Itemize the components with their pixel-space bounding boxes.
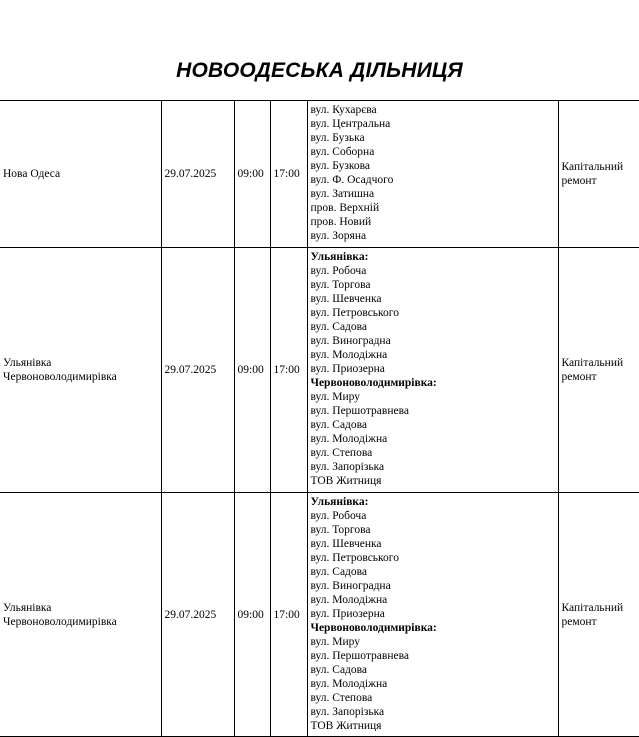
- locality-name: Червоноволодимирівка: [3, 371, 117, 383]
- table-row: [0, 493, 639, 737]
- work-type-text: Капітальний: [561, 357, 624, 369]
- street-name: вул. Зоряна: [310, 230, 367, 242]
- table-row: [0, 248, 639, 493]
- street-name: вул. Виноградна: [310, 335, 391, 347]
- street-name: вул. Ф. Осадчого: [310, 174, 394, 186]
- street-name: вул. Молодіжна: [310, 678, 388, 690]
- end-time-cell: 17:00: [270, 101, 307, 248]
- settlement-heading: Ульянівка:: [310, 496, 369, 508]
- locality-cell: [0, 248, 161, 493]
- locality-cell: [0, 101, 161, 248]
- street-name: вул. Садова: [310, 321, 368, 333]
- street-name: пров. Новий: [310, 216, 372, 228]
- street-name: вул. Бузька: [310, 132, 365, 144]
- streets-cell: [307, 248, 558, 493]
- locality-cell: [0, 493, 161, 737]
- street-name: вул. Першотравнева: [310, 650, 409, 662]
- street-name: вул. Шевченка: [310, 538, 382, 550]
- street-name: вул. Приозерна: [310, 363, 385, 375]
- street-name: вул. Садова: [310, 566, 368, 578]
- street-name: вул. Степова: [310, 447, 373, 459]
- street-name: вул. Бузкова: [310, 160, 371, 172]
- settlement-heading: Ульянівка:: [310, 251, 369, 263]
- street-name: вул. Центральна: [310, 118, 391, 130]
- street-name: вул. Робоча: [310, 265, 367, 277]
- street-name: вул. Садова: [310, 419, 368, 431]
- start-time-cell: 09:00: [234, 248, 270, 493]
- street-name: вул. Молодіжна: [310, 433, 388, 445]
- street-name: пров. Верхній: [310, 202, 380, 214]
- locality-name: Ульянівка: [3, 601, 52, 614]
- street-name: вул. Миру: [310, 391, 360, 403]
- date-cell: 29.07.2025: [161, 493, 234, 737]
- street-name: вул. Приозерна: [310, 608, 385, 620]
- page-title: НОВООДЕСЬКА ДІЛЬНИЦЯ: [176, 59, 463, 82]
- work-type-text: ремонт: [561, 371, 597, 383]
- locality-name: Нова Одеса: [3, 168, 61, 180]
- street-name: вул. Затишна: [310, 188, 375, 200]
- street-name: вул. Кухарєва: [310, 104, 377, 116]
- street-name: вул. Петровського: [310, 307, 399, 319]
- street-name: вул. Соборна: [310, 146, 375, 158]
- street-name: вул. Шевченка: [310, 293, 382, 305]
- street-name: вул. Петровського: [310, 552, 399, 564]
- end-time-cell: 17:00: [270, 493, 307, 737]
- street-name: вул. Виноградна: [310, 580, 391, 592]
- work-type-text: Капітальний: [561, 601, 624, 614]
- locality-name: Червоноволодимирівка: [3, 615, 117, 628]
- streets-cell: [307, 101, 558, 248]
- table-row: [0, 101, 639, 248]
- end-time-cell: 17:00: [270, 248, 307, 493]
- street-name: вул. Торгова: [310, 524, 371, 536]
- date-cell: 29.07.2025: [161, 101, 234, 248]
- locality-name: Ульянівка: [3, 357, 52, 369]
- street-name: ТОВ Житниця: [310, 475, 382, 487]
- street-name: ТОВ Житниця: [310, 720, 382, 732]
- street-name: вул. Молодіжна: [310, 349, 388, 361]
- street-name: вул. Молодіжна: [310, 594, 388, 606]
- street-name: вул. Першотравнева: [310, 405, 409, 417]
- street-name: вул. Степова: [310, 692, 373, 704]
- street-name: вул. Садова: [310, 664, 368, 676]
- street-name: вул. Миру: [310, 636, 360, 648]
- start-time-cell: 09:00: [234, 101, 270, 248]
- street-name: вул. Запорізька: [310, 461, 385, 473]
- street-name: вул. Торгова: [310, 279, 371, 291]
- settlement-heading: Червоноволодимирівка:: [310, 377, 437, 389]
- street-name: вул. Робоча: [310, 510, 367, 522]
- work-type-cell: [558, 493, 639, 737]
- work-type-text: ремонт: [561, 175, 597, 187]
- work-type-text: Капітальний: [561, 161, 624, 173]
- work-type-text: ремонт: [561, 615, 597, 628]
- street-name: вул. Запорізька: [310, 706, 385, 718]
- work-type-cell: [558, 101, 639, 248]
- date-cell: 29.07.2025: [161, 248, 234, 493]
- streets-cell: [307, 493, 558, 737]
- table-body: [0, 101, 639, 737]
- outage-schedule-table: [0, 100, 639, 737]
- settlement-heading: Червоноволодимирівка:: [310, 622, 437, 634]
- start-time-cell: 09:00: [234, 493, 270, 737]
- work-type-cell: [558, 248, 639, 493]
